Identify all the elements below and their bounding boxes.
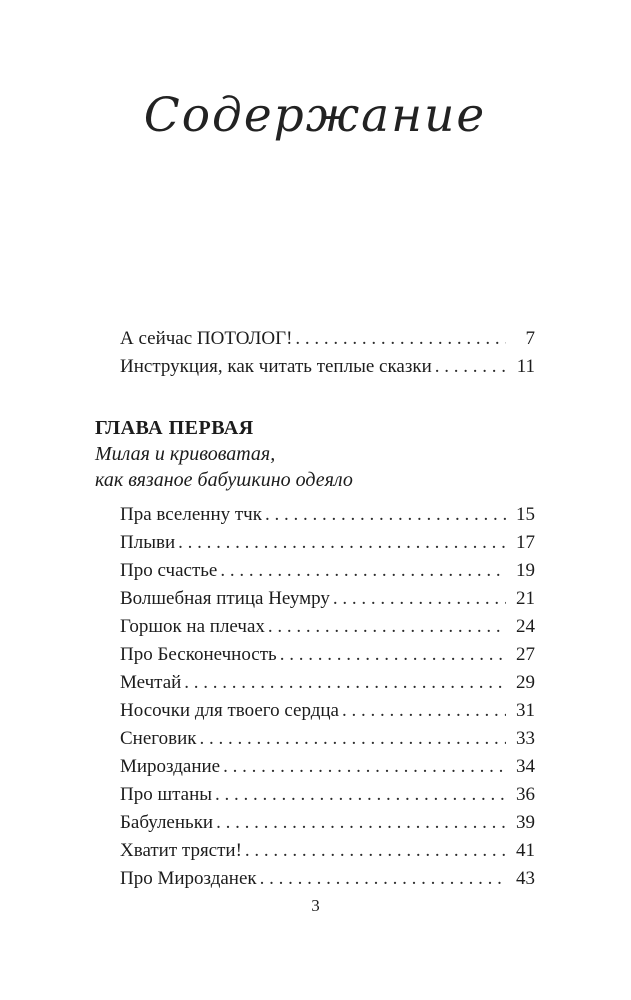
toc-entry-page: 24 xyxy=(516,616,535,637)
toc-entry-page: 33 xyxy=(516,728,535,749)
dot-leader xyxy=(260,865,506,893)
toc-entry-page: 15 xyxy=(516,504,535,525)
toc-entry xyxy=(120,585,535,613)
toc-entry-page: 34 xyxy=(516,756,535,777)
chapter-entry-list xyxy=(95,501,535,893)
dot-leader xyxy=(245,837,506,865)
toc-entry-title: Про счастье xyxy=(120,560,218,581)
page-number: 3 xyxy=(311,896,320,915)
toc-entry-title: А сейчас ПОТОЛОГ! xyxy=(120,328,293,349)
toc-entry-page: 41 xyxy=(516,840,535,861)
toc-entry-title: Хватит трясти! xyxy=(120,840,242,861)
toc-entry xyxy=(120,725,535,753)
toc-entry xyxy=(120,325,535,353)
dot-leader xyxy=(199,725,506,753)
toc-entry xyxy=(120,753,535,781)
toc-entry-page: 39 xyxy=(516,812,535,833)
toc-entry xyxy=(120,809,535,837)
toc-entry-title: Про штаны xyxy=(120,784,213,805)
toc-entry-title: Волшебная птица Неумру xyxy=(120,588,330,609)
toc-entry xyxy=(120,529,535,557)
toc-entry-title: Снеговик xyxy=(120,728,197,749)
toc-entry-title: Мечтай xyxy=(120,672,182,693)
dot-leader xyxy=(265,501,506,529)
toc-entry-page: 43 xyxy=(516,868,535,889)
toc-entry-title: Носочки для твоего сердца xyxy=(120,700,339,721)
toc-entry-title: Мироздание xyxy=(120,756,221,777)
dot-leader xyxy=(216,809,506,837)
page-title: Содержание xyxy=(143,88,487,143)
toc-entry xyxy=(120,669,535,697)
chapter-subtitle-line2: как вязаное бабушкино одеяло xyxy=(95,469,353,491)
toc-entry xyxy=(120,641,535,669)
toc-entry xyxy=(120,837,535,865)
table-of-contents xyxy=(95,0,535,893)
toc-entry xyxy=(120,353,535,381)
toc-entry xyxy=(120,613,535,641)
toc-entry-page: 27 xyxy=(516,644,535,665)
toc-entry-page: 36 xyxy=(516,784,535,805)
dot-leader xyxy=(268,613,506,641)
toc-entry xyxy=(120,697,535,725)
dot-leader xyxy=(295,325,506,353)
toc-entry-title: Про Мирозданек xyxy=(120,868,257,889)
toc-entry xyxy=(120,865,535,893)
dot-leader xyxy=(223,753,506,781)
toc-entry-title: Горшок на плечах xyxy=(120,616,265,637)
toc-entry xyxy=(120,781,535,809)
chapter-heading: ГЛАВА ПЕРВАЯ xyxy=(95,417,254,439)
toc-entry-page: 17 xyxy=(516,532,535,553)
toc-entry-page: 29 xyxy=(516,672,535,693)
dot-leader xyxy=(435,353,506,381)
toc-entry-page: 19 xyxy=(516,560,535,581)
dot-leader xyxy=(280,641,506,669)
toc-entry-title: Пра вселенну тчк xyxy=(120,504,262,525)
toc-entry-title: Плыви xyxy=(120,532,176,553)
front-matter-list xyxy=(95,325,535,381)
toc-entry-page: 21 xyxy=(516,588,535,609)
dot-leader xyxy=(184,669,506,697)
toc-entry-page: 11 xyxy=(516,356,535,377)
toc-entry-page: 31 xyxy=(516,700,535,721)
dot-leader xyxy=(215,781,506,809)
dot-leader xyxy=(178,529,506,557)
toc-entry-title: Про Бесконечность xyxy=(120,644,277,665)
toc-entry xyxy=(120,557,535,585)
toc-entry-title: Инструкция, как читать теплые сказки xyxy=(120,356,432,377)
dot-leader xyxy=(220,557,506,585)
toc-entry-page: 7 xyxy=(525,328,535,349)
chapter-subtitle-line1: Милая и кривоватая, xyxy=(95,443,276,465)
toc-entry-title: Бабуленьки xyxy=(120,812,214,833)
dot-leader xyxy=(333,585,506,613)
toc-entry xyxy=(120,501,535,529)
dot-leader xyxy=(342,697,506,725)
